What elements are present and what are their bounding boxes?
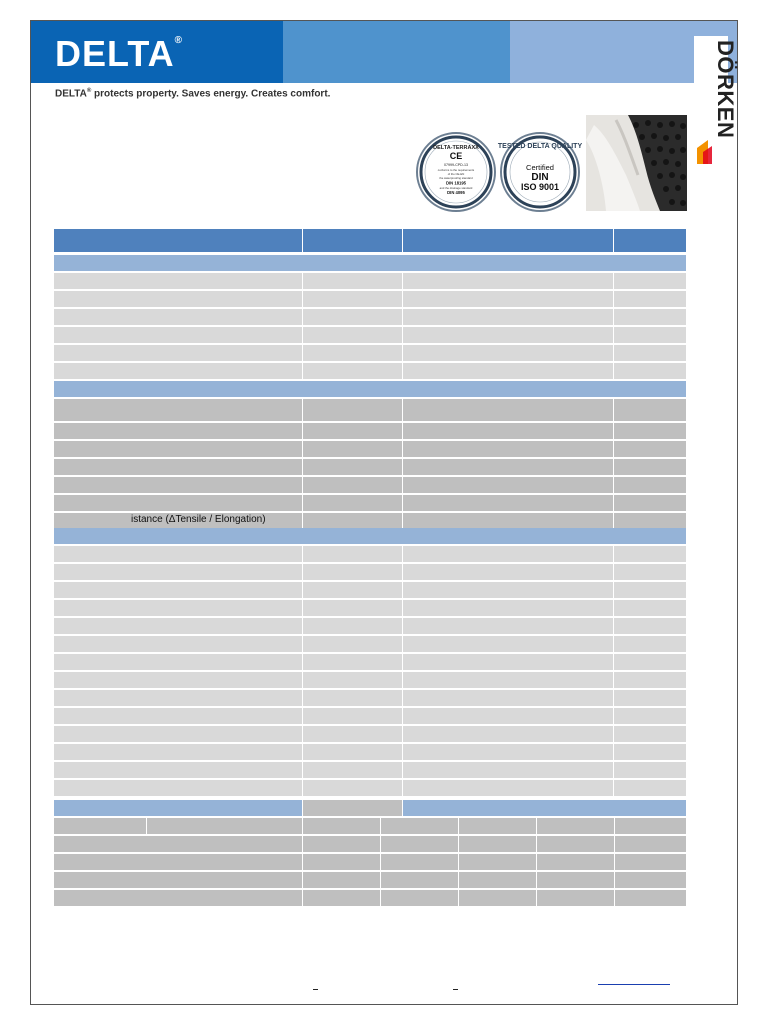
table-cell bbox=[303, 345, 402, 361]
table-row bbox=[54, 546, 686, 562]
dorken-wordmark: DÖRKEN bbox=[713, 40, 738, 139]
table-cell bbox=[303, 229, 402, 252]
table-row bbox=[54, 441, 686, 457]
table-cell bbox=[403, 546, 613, 562]
table-cell bbox=[403, 423, 613, 439]
table-cell bbox=[54, 546, 302, 562]
table-cell bbox=[614, 780, 686, 796]
table-row bbox=[54, 229, 686, 252]
table-cell bbox=[303, 459, 402, 475]
table-cell bbox=[303, 636, 402, 652]
table-row bbox=[54, 399, 686, 421]
table-cell bbox=[403, 654, 613, 670]
table-cell bbox=[614, 708, 686, 724]
table-row bbox=[54, 423, 686, 439]
table-row bbox=[54, 818, 686, 834]
table-cell bbox=[537, 818, 614, 834]
table-cell bbox=[54, 381, 686, 397]
product-photo bbox=[586, 115, 687, 211]
table-row bbox=[54, 255, 686, 271]
table-cell bbox=[54, 423, 302, 439]
table-cell bbox=[403, 273, 613, 289]
table-cell bbox=[403, 477, 613, 493]
table-cell bbox=[614, 495, 686, 511]
table-cell bbox=[303, 890, 380, 906]
seal1-line1: CE bbox=[449, 151, 463, 161]
table-cell bbox=[54, 459, 302, 475]
table-cell bbox=[303, 654, 402, 670]
table-cell bbox=[54, 255, 686, 271]
table-cell bbox=[147, 818, 302, 834]
seal1-line4: of the CE-EN bbox=[447, 172, 465, 176]
table-cell bbox=[614, 513, 686, 529]
table-row bbox=[54, 690, 686, 706]
table-cell bbox=[459, 818, 536, 834]
table-cell bbox=[303, 726, 402, 742]
partial-row-label: istance (ΔTensile / Elongation) bbox=[131, 514, 266, 525]
table-cell bbox=[614, 762, 686, 778]
table-cell bbox=[54, 618, 302, 634]
table-cell bbox=[403, 708, 613, 724]
table-cell bbox=[303, 495, 402, 511]
table-cell bbox=[54, 872, 302, 888]
footer-dash-1 bbox=[313, 989, 318, 990]
table-cell bbox=[459, 836, 536, 852]
table-cell bbox=[614, 582, 686, 598]
delta-terraxx-seal bbox=[416, 132, 496, 212]
table-cell bbox=[614, 441, 686, 457]
table-cell bbox=[303, 762, 402, 778]
seal1-line0: DELTA-TERRAXX bbox=[433, 145, 479, 151]
table-row bbox=[54, 459, 686, 475]
table-cell bbox=[614, 345, 686, 361]
delta-logo bbox=[55, 33, 182, 75]
din-iso-seal bbox=[497, 132, 583, 212]
table-cell bbox=[403, 800, 686, 816]
table-cell bbox=[614, 399, 686, 421]
table-cell bbox=[614, 459, 686, 475]
table-cell bbox=[303, 441, 402, 457]
table-cell bbox=[54, 690, 302, 706]
table-cell bbox=[303, 423, 402, 439]
table-cell bbox=[54, 327, 302, 343]
table-cell bbox=[54, 363, 302, 379]
table-cell bbox=[614, 363, 686, 379]
tagline-mark: ® bbox=[86, 88, 92, 94]
table-row bbox=[54, 800, 686, 816]
table-cell bbox=[54, 890, 302, 906]
table-row bbox=[54, 309, 686, 325]
table-cell bbox=[614, 672, 686, 688]
table-cell bbox=[54, 744, 302, 760]
seal1-line5: the waterproofing standard bbox=[439, 176, 473, 180]
table-row bbox=[54, 872, 686, 888]
data-table bbox=[54, 229, 686, 905]
table-cell bbox=[614, 423, 686, 439]
table-cell bbox=[303, 477, 402, 493]
table-cell bbox=[381, 872, 458, 888]
table-cell bbox=[615, 836, 686, 852]
table-row bbox=[54, 672, 686, 688]
table-row bbox=[54, 495, 686, 511]
table-row bbox=[54, 762, 686, 778]
table-row bbox=[54, 600, 686, 616]
table-cell bbox=[614, 654, 686, 670]
table-cell bbox=[403, 345, 613, 361]
table-cell bbox=[403, 564, 613, 580]
table-cell bbox=[614, 229, 686, 252]
table-cell bbox=[459, 872, 536, 888]
table-cell bbox=[54, 854, 302, 870]
table-cell bbox=[615, 890, 686, 906]
table-cell bbox=[614, 477, 686, 493]
table-cell bbox=[403, 291, 613, 307]
table-cell bbox=[54, 780, 302, 796]
table-row bbox=[54, 327, 686, 343]
table-cell bbox=[537, 890, 614, 906]
delta-logo-mark: ® bbox=[174, 35, 183, 46]
dorken-logo bbox=[694, 36, 738, 176]
table-cell bbox=[54, 836, 302, 852]
table-cell bbox=[615, 854, 686, 870]
seal2-line0: TESTED DELTA QUALITY bbox=[497, 143, 583, 150]
table-cell bbox=[54, 229, 302, 252]
table-row bbox=[54, 836, 686, 852]
table-row bbox=[54, 273, 686, 289]
table-cell bbox=[614, 690, 686, 706]
table-cell bbox=[615, 872, 686, 888]
table-cell bbox=[537, 836, 614, 852]
table-cell bbox=[54, 600, 302, 616]
table-cell bbox=[54, 818, 146, 834]
table-row bbox=[54, 744, 686, 760]
seal2-line3: ISO 9001 bbox=[520, 182, 560, 192]
table-cell bbox=[614, 618, 686, 634]
table-cell bbox=[403, 618, 613, 634]
table-cell bbox=[403, 513, 613, 529]
table-cell bbox=[381, 836, 458, 852]
delta-logo-text: DELTA bbox=[55, 33, 175, 74]
table-cell bbox=[303, 291, 402, 307]
table-cell bbox=[303, 564, 402, 580]
table-row bbox=[54, 890, 686, 906]
footer-link-underline[interactable] bbox=[598, 984, 670, 985]
table-cell bbox=[303, 327, 402, 343]
table-cell bbox=[459, 854, 536, 870]
table-row bbox=[54, 708, 686, 724]
table-cell bbox=[54, 654, 302, 670]
seal1-line8: DIN 4095 bbox=[447, 190, 465, 195]
table-cell bbox=[54, 708, 302, 724]
table-cell bbox=[54, 477, 302, 493]
table-cell bbox=[403, 690, 613, 706]
table-cell bbox=[303, 399, 402, 421]
table-row bbox=[54, 654, 686, 670]
table-cell bbox=[54, 726, 302, 742]
seal1-line7: and the drainage standard bbox=[439, 186, 473, 190]
table-cell bbox=[403, 600, 613, 616]
seal1-line2: 07999-CPD-13 bbox=[444, 163, 468, 167]
table-cell bbox=[303, 309, 402, 325]
table-cell bbox=[303, 872, 380, 888]
table-cell bbox=[303, 546, 402, 562]
seal1-line3: conforms to the requirements bbox=[437, 168, 475, 172]
table-cell bbox=[403, 672, 613, 688]
table-cell bbox=[403, 441, 613, 457]
table-cell bbox=[303, 618, 402, 634]
table-row bbox=[54, 636, 686, 652]
footer-dash-2 bbox=[453, 989, 458, 990]
table-cell bbox=[303, 818, 380, 834]
table-cell bbox=[303, 854, 380, 870]
table-row bbox=[54, 363, 686, 379]
table-cell bbox=[614, 744, 686, 760]
table-cell bbox=[303, 672, 402, 688]
table-cell bbox=[303, 363, 402, 379]
table-cell bbox=[614, 600, 686, 616]
table-row bbox=[54, 726, 686, 742]
table-row bbox=[54, 528, 686, 544]
table-cell bbox=[403, 495, 613, 511]
table-cell bbox=[403, 762, 613, 778]
table-cell bbox=[54, 762, 302, 778]
tagline-brand: DELTA bbox=[55, 88, 87, 100]
table-cell bbox=[54, 672, 302, 688]
table-cell bbox=[303, 690, 402, 706]
header-segment-mid bbox=[283, 21, 510, 83]
table-cell bbox=[54, 495, 302, 511]
table-cell bbox=[403, 309, 613, 325]
table-row bbox=[54, 477, 686, 493]
seal1-line6: DIN 18195 bbox=[445, 180, 467, 186]
table-cell bbox=[403, 229, 613, 252]
table-cell bbox=[403, 744, 613, 760]
table-cell bbox=[614, 327, 686, 343]
table-cell bbox=[381, 854, 458, 870]
table-cell bbox=[54, 345, 302, 361]
table-cell bbox=[54, 582, 302, 598]
table-cell bbox=[54, 636, 302, 652]
seal2-line2: DIN bbox=[531, 172, 549, 183]
table-cell bbox=[614, 273, 686, 289]
table-cell bbox=[403, 459, 613, 475]
table-row bbox=[54, 618, 686, 634]
table-cell bbox=[403, 327, 613, 343]
table-cell bbox=[54, 528, 686, 544]
table-row bbox=[54, 780, 686, 796]
table-cell bbox=[54, 273, 302, 289]
table-cell bbox=[54, 399, 302, 421]
table-cell bbox=[303, 273, 402, 289]
table-cell bbox=[614, 564, 686, 580]
table-cell bbox=[54, 564, 302, 580]
table-row bbox=[54, 381, 686, 397]
table-cell bbox=[615, 818, 686, 834]
table-cell bbox=[614, 309, 686, 325]
table-cell bbox=[403, 636, 613, 652]
table-cell bbox=[614, 546, 686, 562]
table-row bbox=[54, 564, 686, 580]
tagline-text: protects property. Saves energy. Creates comfort. bbox=[91, 88, 331, 100]
table-cell bbox=[403, 780, 613, 796]
table-cell bbox=[54, 800, 302, 816]
table-cell bbox=[614, 636, 686, 652]
table-cell bbox=[54, 309, 302, 325]
table-cell bbox=[381, 890, 458, 906]
table-row bbox=[54, 513, 686, 529]
table-cell bbox=[614, 291, 686, 307]
table-cell bbox=[303, 744, 402, 760]
table-cell bbox=[303, 800, 402, 816]
table-cell bbox=[303, 600, 402, 616]
table-cell bbox=[303, 836, 380, 852]
table-cell bbox=[54, 441, 302, 457]
table-cell bbox=[303, 708, 402, 724]
table-row bbox=[54, 291, 686, 307]
header-band bbox=[31, 21, 737, 83]
table-cell bbox=[303, 582, 402, 598]
table-cell bbox=[303, 780, 402, 796]
table-cell bbox=[403, 582, 613, 598]
table-cell bbox=[54, 291, 302, 307]
table-cell bbox=[403, 363, 613, 379]
table-cell bbox=[537, 872, 614, 888]
table-cell bbox=[403, 726, 613, 742]
table-row bbox=[54, 345, 686, 361]
table-cell bbox=[381, 818, 458, 834]
table-row bbox=[54, 582, 686, 598]
table-cell bbox=[614, 726, 686, 742]
table-cell bbox=[459, 890, 536, 906]
table-cell bbox=[403, 399, 613, 421]
table-cell bbox=[537, 854, 614, 870]
seal2-line1: Certified bbox=[526, 163, 554, 172]
table-cell bbox=[303, 513, 402, 529]
tagline bbox=[55, 88, 330, 99]
table-row bbox=[54, 854, 686, 870]
